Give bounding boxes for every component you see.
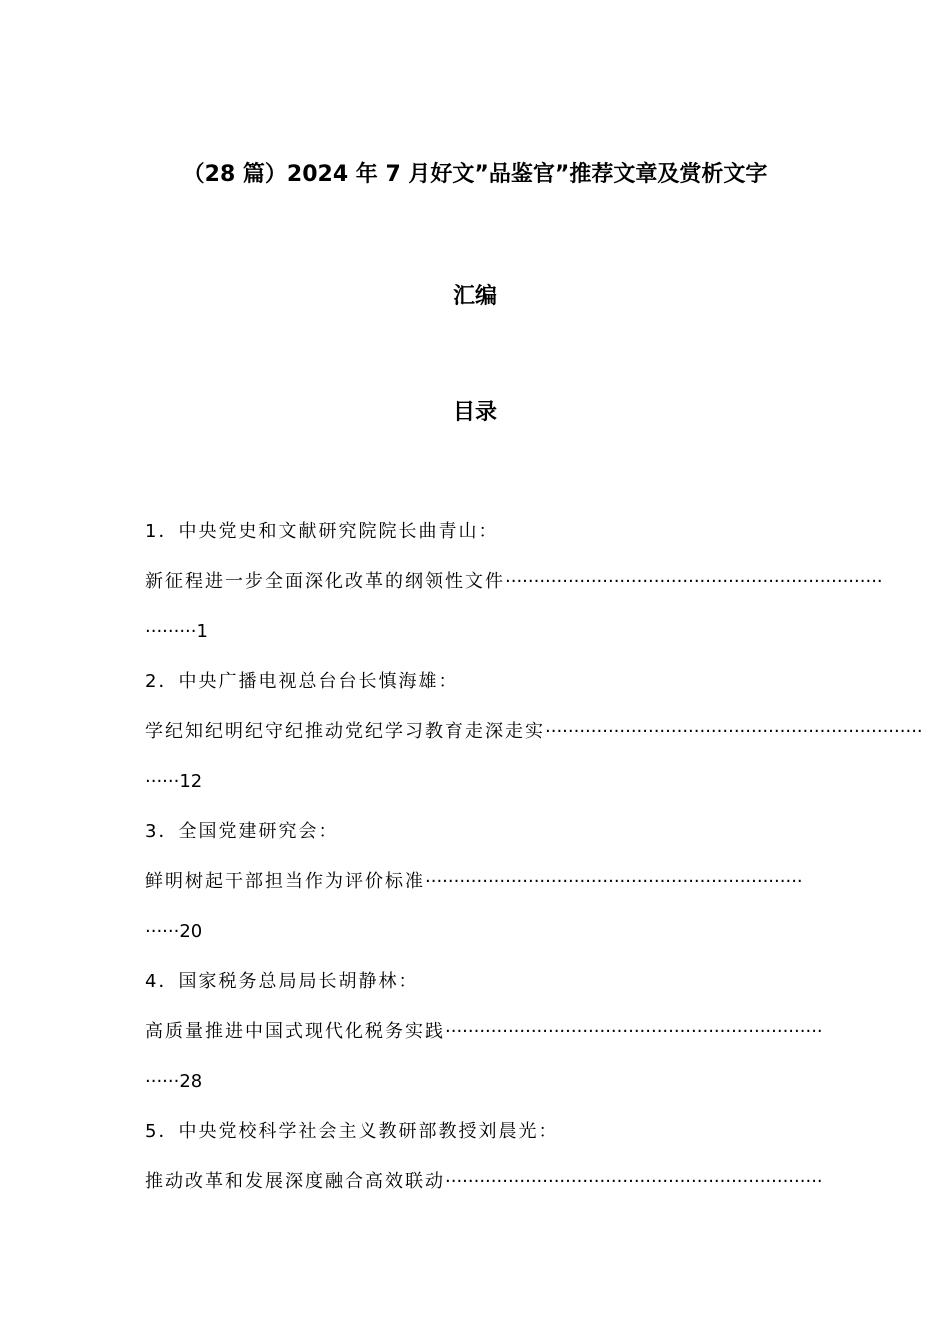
dot-leader: ········· [145, 621, 197, 642]
toc-entry-5-heading: 5．中央党校科学社会主义教研部教授刘晨光： [145, 1121, 559, 1142]
dot-leader: ······ [145, 771, 180, 792]
toc-entry-4-heading: 4．国家税务总局局长胡静林： [145, 971, 419, 992]
toc-entry-2-page-row [145, 769, 805, 795]
document-title-line-2: 汇编 [452, 284, 497, 309]
toc-heading: 目录 [452, 400, 497, 425]
toc-entry-4-subtitle-row[interactable] [145, 1019, 823, 1045]
dot-leader: ·································································· [445, 1171, 823, 1192]
toc-entry-1-heading: 1．中央党史和文献研究院院长曲青山： [145, 521, 499, 542]
toc-entry-4-subtitle: 高质量推进中国式现代化税务实践 [145, 1021, 445, 1042]
dot-leader: ·································································· [425, 871, 803, 892]
document-title-line-1: （28 篇）2024 年 7 月好文”品鉴官”推荐文章及赏析文字 [182, 162, 768, 187]
dot-leader: ······ [145, 1071, 180, 1092]
toc-entry-2-subtitle: 学纪知纪明纪守纪推动党纪学习教育走深走实 [145, 721, 545, 742]
toc-entry-2-heading: 2．中央广播电视总台台长慎海雄： [145, 671, 459, 692]
dot-leader: ·································································· [445, 1021, 823, 1042]
toc-entry-3-subtitle-row[interactable] [145, 869, 805, 895]
toc-entry-3-subtitle: 鲜明树起干部担当作为评价标准 [145, 871, 425, 892]
toc-entry-1-subtitle: 新征程进一步全面深化改革的纲领性文件 [145, 571, 505, 592]
toc-entry-5-subtitle-row[interactable] [145, 1169, 823, 1195]
toc-entry-2-subtitle-row[interactable] [145, 719, 923, 745]
toc-entry-1-subtitle-row[interactable] [145, 569, 883, 595]
dot-leader: ······ [145, 921, 180, 942]
toc-entry-1-page-number: 1 [196, 621, 208, 642]
toc-entry-3-heading: 3．全国党建研究会： [145, 821, 339, 842]
toc-entry-4-page-number: 28 [179, 1071, 203, 1092]
toc-entry-2-page-number: 12 [179, 771, 203, 792]
toc-entry-5-subtitle: 推动改革和发展深度融合高效联动 [145, 1171, 445, 1192]
dot-leader: ·································································· [505, 571, 883, 592]
toc-entry-3-page-row [145, 919, 805, 945]
toc-entry-3-page-number: 20 [179, 921, 203, 942]
dot-leader: ·································································· [545, 721, 923, 742]
toc-entry-1-page-row [145, 619, 805, 645]
toc-entry-4-page-row [145, 1069, 805, 1095]
